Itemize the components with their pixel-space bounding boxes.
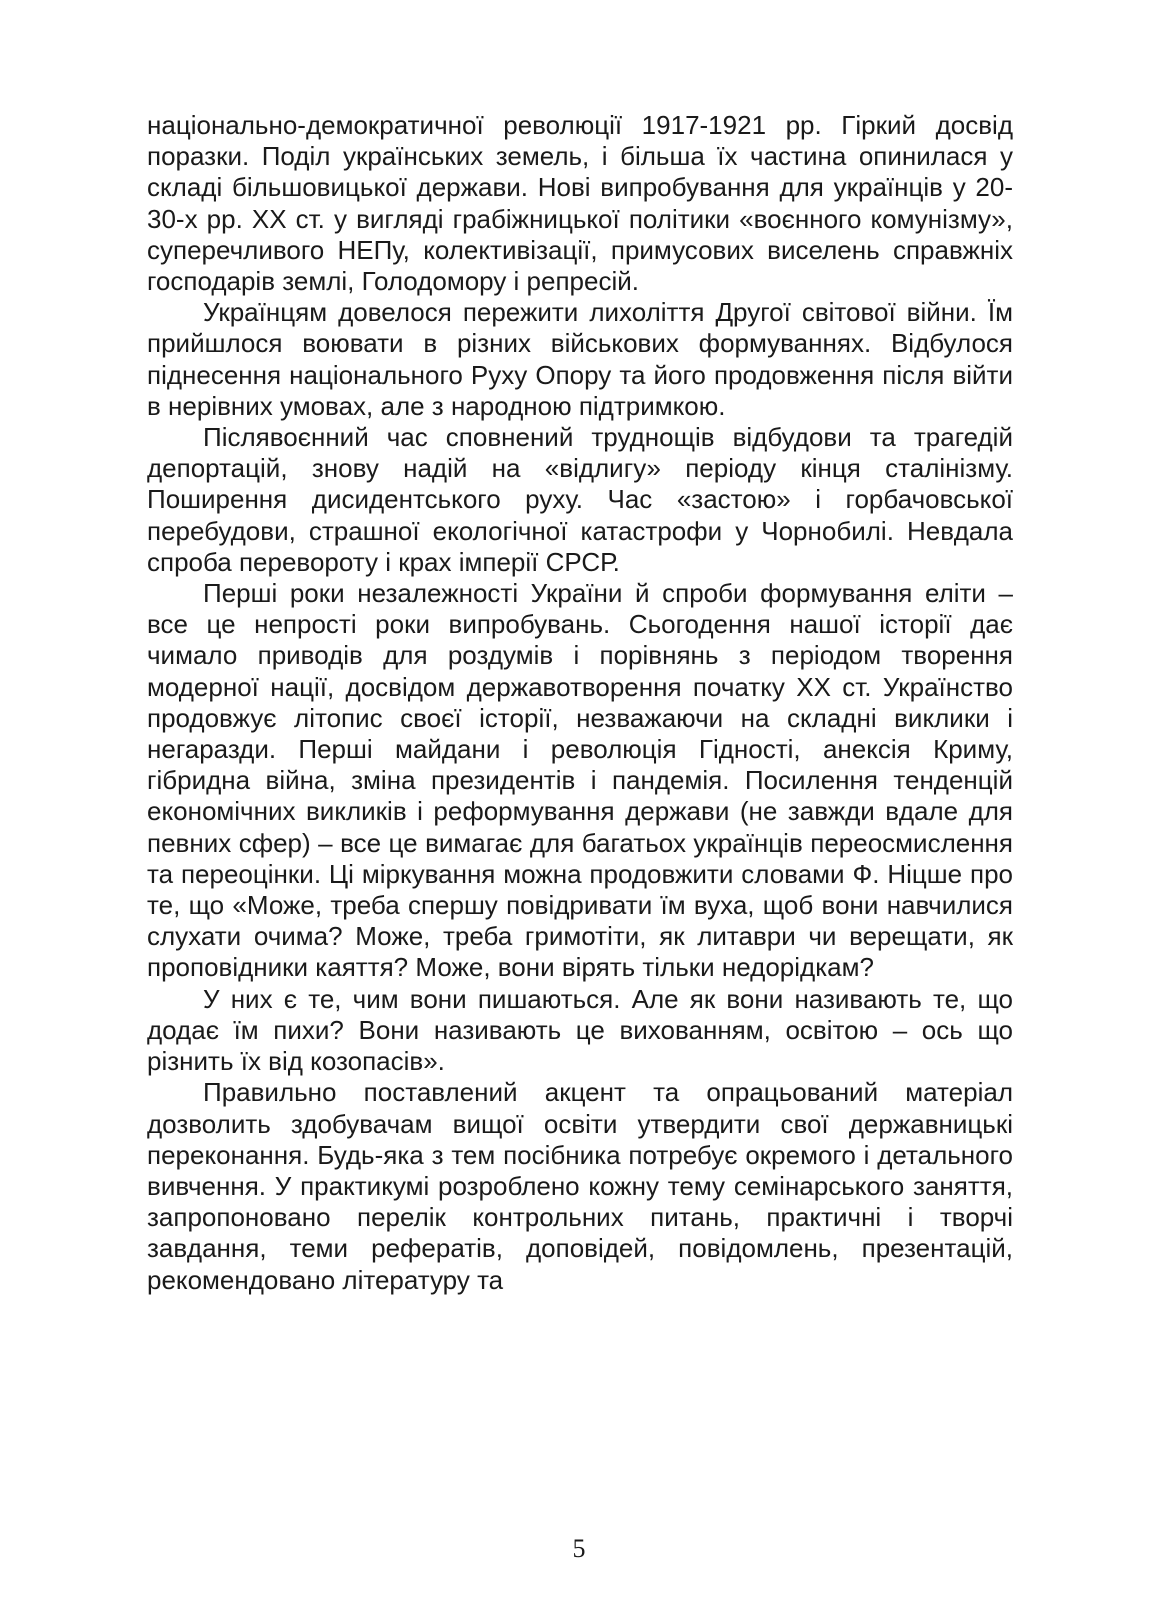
paragraph-5: У них є те, чим вони пишаються. Але як вони називають те, що додає їм пихи? Вони називають це вихованням, освітою – ось що різнить їх від козопасів». xyxy=(147,983,1013,1077)
page-number: 5 xyxy=(572,1534,586,1563)
page-body xyxy=(147,110,1013,1296)
paragraph-4: Перші роки незалежності України й спроби формування еліти – все це непрості роки випробувань. Сьогодення нашої історії дає чимало приводів для роздумів і порівнянь з періодом творення модерної нації, досвідом державотворення початку ХХ ст. Українство продовжує літопис своєї історії, незважаючи на складні виклики і негаразди. Перші майдани і революція Гідності, анексія Криму, гібридна війна, зміна президентів і пандемія. Посилення тенденцій економічних викликів і реформування держави (не завжди вдале для певних сфер) – все це вимагає для багатьох українців переосмислення та переоцінки. Ці міркування можна продовжити словами Ф. Ніцше про те, що «Може, треба спершу повідривати їм вуха, щоб вони навчилися слухати очима? Може, треба гримотіти, як литаври чи верещати, як проповідники каяття? Може, вони вірять тільки недорідкам? xyxy=(147,578,1013,983)
paragraph-3: Післявоєнний час сповнений труднощів відбудови та трагедій депортацій, знову надій на «відлигу» періоду кінця сталінізму. Поширення дисидентського руху. Час «застою» і горбачовської перебудови, страшної екологічної катастрофи у Чорнобилі. Невдала спроба перевороту і крах імперії СРСР. xyxy=(147,422,1013,577)
paragraph-6: Правильно поставлений акцент та опрацьований матеріал дозволить здобувачам вищої освіти утвердити свої державницькі переконання. Будь-яка з тем посібника потребує окремого і детального вивчення. У практикумі розроблено кожну тему семінарського заняття, запропоновано перелік контрольних питань, практичні і творчі завдання, теми рефератів, доповідей, повідомлень, презентацій, рекомендовано літературу та xyxy=(147,1077,1013,1295)
paragraph-2: Українцям довелося пережити лихоліття Другої світової війни. Їм прийшлося воювати в різних військових формуваннях. Відбулося піднесення національного Руху Опору та його продовження після війти в нерівних умовах, але з народною підтримкою. xyxy=(147,297,1013,421)
paragraph-1: національно-демократичної революції 1917-1921 рр. Гіркий досвід поразки. Поділ українських земель, і більша їх частина опинилася у складі більшовицької держави. Нові випробування для українців у 20-30-х рр. ХХ ст. у вигляді грабіжницької політики «воєнного комунізму», суперечливого НЕПу, колективізації, примусових виселень справжніх господарів землі, Голодомору і репресій. xyxy=(147,110,1013,297)
